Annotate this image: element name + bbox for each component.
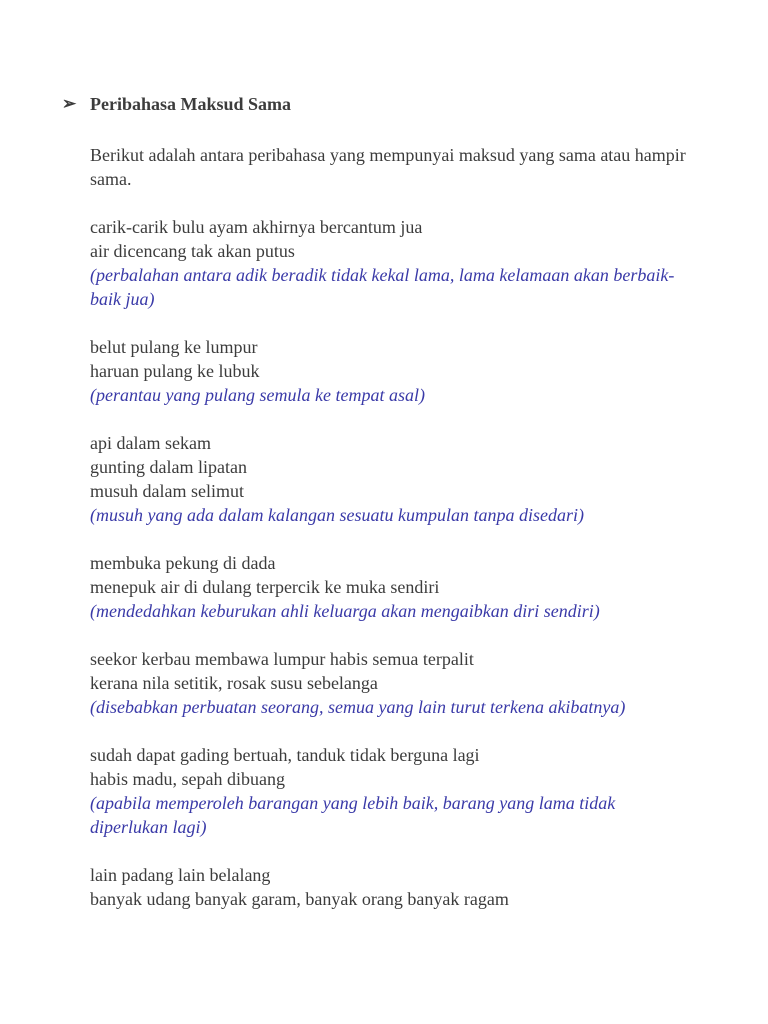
proverb-line: musuh dalam selimut — [90, 481, 244, 501]
proverb-group — [90, 215, 690, 311]
proverb-group — [90, 647, 690, 719]
section-title: Peribahasa Maksud Sama — [90, 94, 292, 114]
proverb-line: habis madu, sepah dibuang — [90, 769, 285, 789]
proverb-line: belut pulang ke lumpur — [90, 337, 258, 357]
proverb-line: haruan pulang ke lubuk — [90, 361, 260, 381]
section-heading — [62, 92, 690, 116]
proverb-line: banyak udang banyak garam, banyak orang banyak ragam — [90, 889, 509, 909]
proverb-line: lain padang lain belalang — [90, 865, 271, 885]
proverb-meaning: (perantau yang pulang semula ke tempat asal) — [90, 385, 425, 405]
proverb-group — [90, 863, 690, 911]
arrow-bullet-icon: ➢ — [62, 94, 77, 113]
proverb-line: sudah dapat gading bertuah, tanduk tidak berguna lagi — [90, 745, 480, 765]
proverb-meaning: (mendedahkan keburukan ahli keluarga akan mengaibkan diri sendiri) — [90, 601, 600, 621]
proverb-line: kerana nila setitik, rosak susu sebelanga — [90, 673, 378, 693]
proverb-group — [90, 335, 690, 407]
proverb-line: seekor kerbau membawa lumpur habis semua terpalit — [90, 649, 474, 669]
proverb-meaning: (apabila memperoleh barangan yang lebih baik, barang yang lama tidak diperlukan lagi) — [90, 793, 616, 837]
proverb-line: gunting dalam lipatan — [90, 457, 247, 477]
proverb-line: membuka pekung di dada — [90, 553, 276, 573]
proverb-meaning: (disebabkan perbuatan seorang, semua yang lain turut terkena akibatnya) — [90, 697, 626, 717]
proverb-line: air dicencang tak akan putus — [90, 241, 295, 261]
proverb-line: api dalam sekam — [90, 433, 211, 453]
proverb-group — [90, 551, 690, 623]
proverb-group — [90, 743, 690, 839]
intro-paragraph: Berikut adalah antara peribahasa yang mempunyai maksud yang sama atau hampir sama. — [90, 145, 686, 189]
proverb-meaning: (perbalahan antara adik beradik tidak kekal lama, lama kelamaan akan berbaik-baik jua) — [90, 265, 675, 309]
proverb-line: menepuk air di dulang terpercik ke muka sendiri — [90, 577, 440, 597]
proverb-line: carik-carik bulu ayam akhirnya bercantum jua — [90, 217, 423, 237]
proverb-group — [90, 431, 690, 527]
proverb-meaning: (musuh yang ada dalam kalangan sesuatu kumpulan tanpa disedari) — [90, 505, 584, 525]
document-page — [62, 92, 690, 935]
